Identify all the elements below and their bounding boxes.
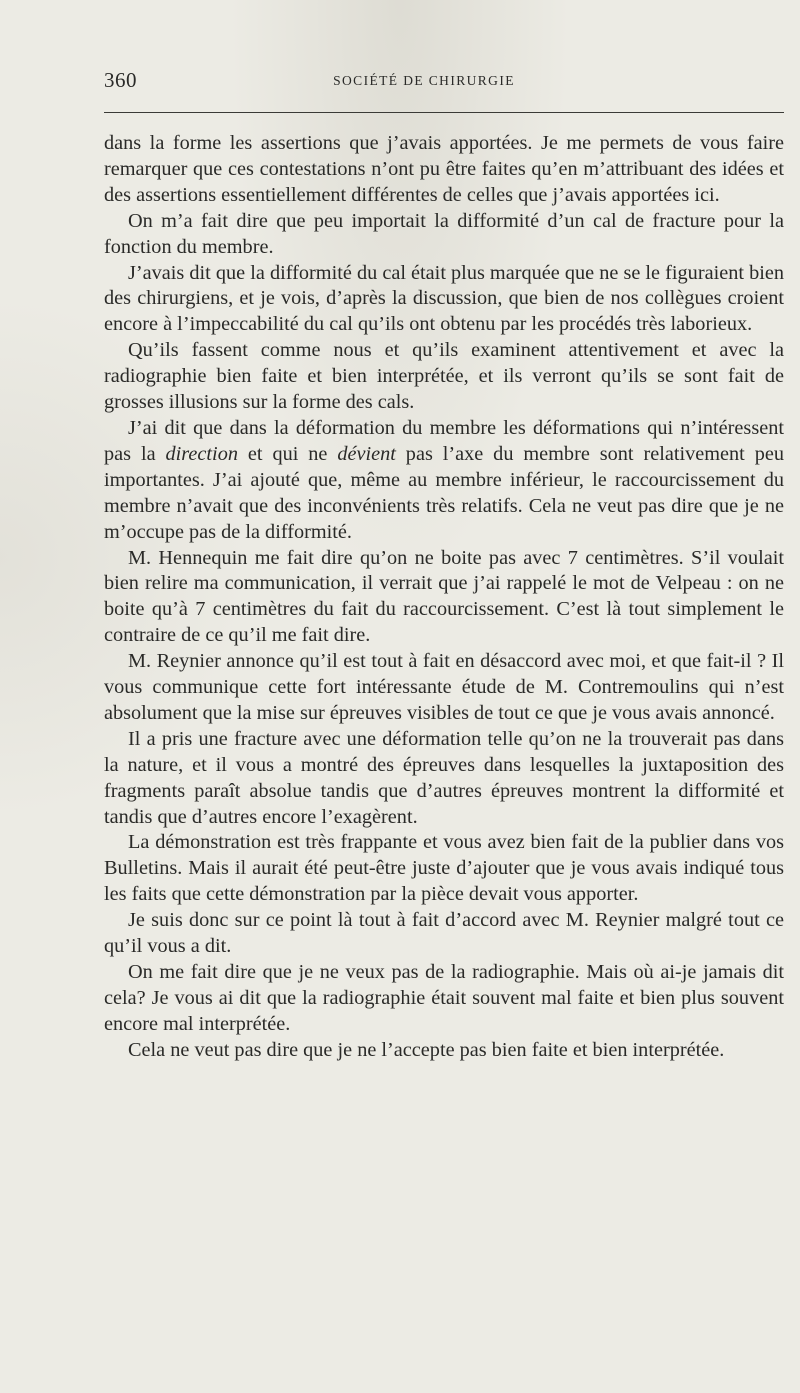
- text-run: J’ai dit que dans la déformation du membre les déformations qui n’intéressent pas la: [104, 416, 784, 465]
- running-head: [104, 68, 784, 102]
- emphasis-direction: direction: [165, 442, 238, 465]
- paragraph: On m’a fait dire que peu importait la difformité d’un cal de fracture pour la fonction du membre.: [104, 209, 784, 258]
- running-title: SOCIÉTÉ DE CHIRURGIE: [333, 73, 515, 88]
- paragraph: M. Reynier annonce qu’il est tout à fait en désaccord avec moi, et que fait-il ? Il vous communique cette fort intéressante étude de M. Contremoulins qui n’est absolument que la mise sur épreuves visibles de tout ce que je vous avais annoncé.: [104, 650, 784, 724]
- paragraph: Il a pris une fracture avec une déformation telle qu’on ne la trouverait pas dans la nature, et il vous a montré des épreuves dans lesquelles la juxtaposition des fragments paraît absolue tandis que d’autres épreuves montrent la difformité et tandis que d’autres encore l’exagèrent.: [104, 727, 784, 828]
- paragraph: Je suis donc sur ce point là tout à fait d’accord avec M. Reynier malgré tout ce qu’il vous a dit.: [104, 909, 784, 958]
- paragraph: Qu’ils fassent comme nous et qu’ils examinent attentivement et avec la radiographie bien faite et bien interprétée, et ils verront qu’ils se sont fait de grosses illusions sur la forme des cals.: [104, 339, 784, 414]
- body-text: [104, 131, 784, 1064]
- text-run: pas l’axe du membre sont relativement peu importantes. J’ai ajouté que, même au membre inférieur, le raccourcissement du membre n’avait que des inconvénients très relatifs. Cela ne veut pas dire que je ne m’occupe pas de la difformité.: [104, 442, 785, 543]
- paragraph: On me fait dire que je ne veux pas de la radiographie. Mais où ai-je jamais dit cela? Je vous ai dit que la radiographie était souvent mal faite et bien plus souvent encore mal interprétée.: [104, 961, 784, 1035]
- paragraph: J’avais dit que la difformité du cal était plus marquée que ne se le figuraient bien des chirurgiens, et je vois, d’après la discussion, que bien de nos collègues croient encore à l’impeccabilité du cal qu’ils ont obtenu par les procédés très laborieux.: [104, 261, 784, 336]
- header-rule: [104, 112, 784, 113]
- text-run: et qui ne: [237, 442, 338, 465]
- page-number: 360: [104, 68, 137, 92]
- emphasis-devient: dévient: [337, 442, 396, 465]
- paragraph: Cela ne veut pas dire que je ne l’accepte pas bien faite et bien interprétée.: [128, 1038, 725, 1061]
- paragraph-with-emphasis: [104, 416, 784, 546]
- paragraph: La démonstration est très frappante et vous avez bien fait de la publier dans vos Bulletins. Mais il aurait été peut-être juste d’ajouter que je vous avais indiqué tous les faits que cette démonstration par la pièce devait vous apporter.: [104, 831, 784, 906]
- paragraph-continued: dans la forme les assertions que j’avais apportées. Je me permets de vous faire remarquer que ces contestations n’ont pu être faites qu’en m’attribuant des idées et des assertions essentiellement différentes de celles que j’avais apportées ici.: [104, 132, 784, 206]
- paragraph: M. Hennequin me fait dire qu’on ne boite pas avec 7 centimètres. S’il voulait bien relire ma communication, il verrait que j’ai rappelé le mot de Velpeau : on ne boite qu’à 7 centimètres du fait du raccourcissement. C’est là tout simplement le contraire de ce qu’il me fait dire.: [104, 546, 784, 647]
